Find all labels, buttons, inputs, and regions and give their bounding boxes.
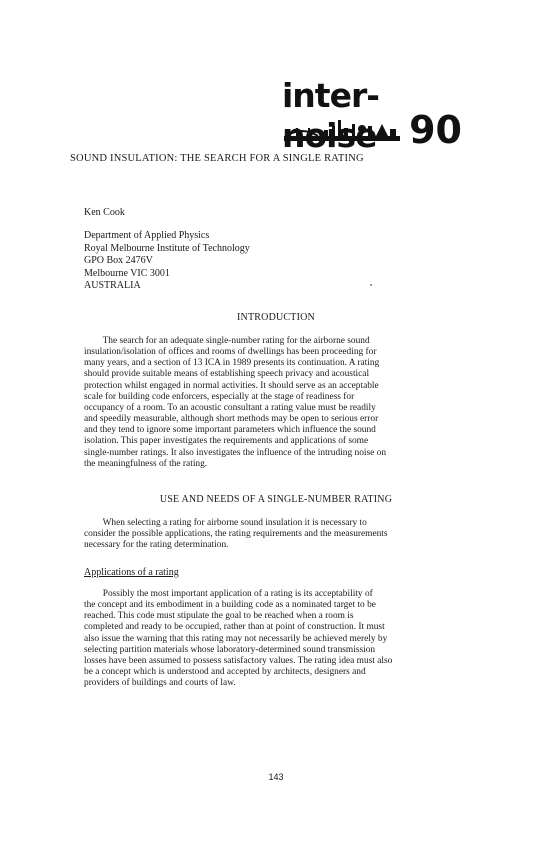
- text-line: losses have been assumed to possess satisfactory values. The rating idea must also: [84, 655, 393, 666]
- text-line: necessary for the rating determination.: [84, 540, 229, 551]
- text-line: single-number ratings. It also investigates the influence of the intruding noise on: [84, 447, 387, 458]
- logo-number: 90: [409, 108, 462, 152]
- applications-paragraph: [84, 589, 474, 689]
- text-line: consider the possible applications, the rating requirements and the measurements: [84, 529, 388, 540]
- text-line: and they tend to ignore some important parameters which influence the sound: [84, 425, 376, 436]
- text-line: isolation. This paper investigates the requirements and applications of some: [84, 436, 369, 447]
- text-line: reached. This code must stipulate the goal to be reached when a room is: [84, 611, 354, 622]
- text-line: many years, and a section of 13 ICA in 1989 presents its continuation. A rating: [84, 358, 380, 369]
- text-line: When selecting a rating for airborne sound insulation it is necessary to: [84, 518, 367, 528]
- text-line: be a concept which is understood and accepted by architects, designers and: [84, 667, 366, 678]
- section-heading-use-and-needs: USE AND NEEDS OF A SINGLE-NUMBER RATING: [159, 494, 393, 505]
- inter-noise-90-logo: [282, 76, 472, 155]
- affiliation-line: GPO Box 2476V: [84, 255, 153, 267]
- text-line: occupancy of a room. To an acoustic consultant a rating value must be readily: [84, 402, 376, 413]
- text-line: and speedily measurable, although short methods may be open to serious error: [84, 414, 379, 425]
- introduction-paragraph: [84, 336, 474, 470]
- use-and-needs-paragraph: [84, 518, 474, 551]
- text-line: scale for building code enforcers, especially at the stage of readiness for: [84, 391, 355, 402]
- text-line: the concept and its embodiment in a building code as a nominated target to be: [84, 600, 376, 611]
- affiliation-line: AUSTRALIA: [84, 280, 141, 292]
- section-heading-introduction: INTRODUCTION: [237, 312, 315, 323]
- text-line: protection whilst engaged in normal activities. It should serve as an acceptable: [84, 380, 379, 391]
- text-line: also issue the warning that this rating may not necessarily be achieved merely by: [84, 633, 388, 644]
- affiliation-line: Melbourne VIC 3001: [84, 267, 170, 279]
- affiliation-line: Royal Melbourne Institute of Technology: [84, 242, 250, 254]
- text-line: insulation/isolation of offices and rooms of dwellings has been proceeding for: [84, 347, 377, 358]
- affiliation-line: Department of Applied Physics: [84, 230, 210, 241]
- text-line: completed and ready to be occupied, rather than at point of construction. It must: [84, 622, 385, 633]
- paper-title: SOUND INSULATION: THE SEARCH FOR A SINGLE RATING: [70, 153, 364, 164]
- text-line: the meaningfulness of the rating.: [84, 458, 208, 469]
- stray-mark: [370, 284, 372, 286]
- author-name: Ken Cook: [84, 207, 125, 218]
- text-line: Possibly the most important application of a rating is its acceptability of: [84, 589, 373, 599]
- affiliation-block: [84, 230, 250, 293]
- text-line: selecting partition materials whose laboratory-determined sound transmission: [84, 644, 376, 655]
- text-line: providers of buildings and courts of law.: [84, 678, 236, 689]
- text-line: The search for an adequate single-number rating for the airborne sound: [84, 336, 370, 346]
- page-number: 143: [268, 772, 284, 782]
- logo-wordmark: inter-noise: [282, 76, 379, 155]
- text-line: should provide suitable means of establishing speech privacy and acoustical: [84, 369, 370, 380]
- subheading-applications: Applications of a rating: [84, 567, 179, 578]
